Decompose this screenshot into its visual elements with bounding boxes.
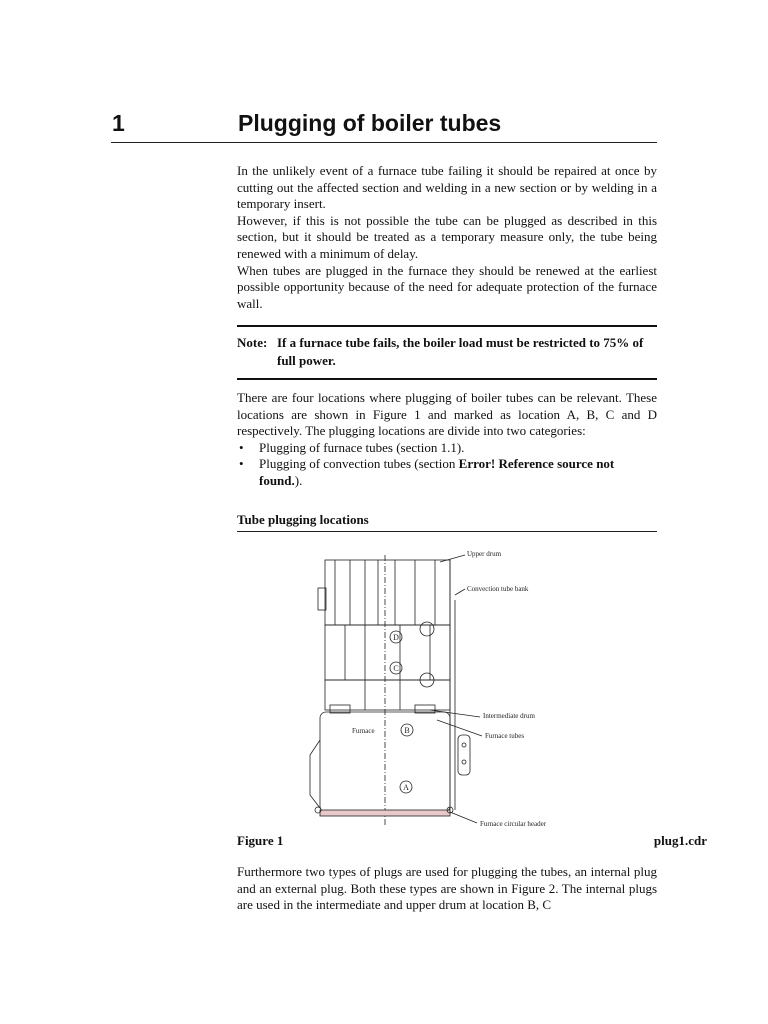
- upper-bank: [325, 560, 450, 625]
- reference-error-text: Error! Reference source not found.: [259, 456, 615, 488]
- intro-text: [237, 163, 657, 312]
- loc-a-label: A: [403, 783, 409, 792]
- intro-paragraph-2: However, if this is not possible the tube can be plugged as described in this section, but it should be treated as a temporary measure only, the tube being renewed with a minimum of delay.: [237, 212, 657, 261]
- intro-paragraph-3: When tubes are plugged in the furnace they should be renewed at the earliest possible opportunity because of the need for adequate protection of the furnace wall.: [237, 262, 657, 311]
- list-item: [237, 456, 657, 489]
- page-title: Plugging of boiler tubes: [238, 110, 502, 136]
- location-marker-b: [401, 724, 413, 736]
- closing-paragraph: Furthermore two types of plugs are used for plugging the tubes, an internal plug and an external plug. Both these types are shown in Figure 2. The internal plugs are used in the intermediate and upper drum at location B, C: [237, 864, 657, 913]
- category-list: [237, 440, 657, 490]
- figure-filename: plug1.cdr: [653, 833, 707, 848]
- closing-text: [237, 864, 657, 914]
- label-intermediate-drum: Intermediate drum: [483, 712, 535, 720]
- figure-caption: Figure 1: [237, 833, 284, 848]
- label-upper-drum: Upper drum: [467, 550, 502, 558]
- label-convection-tube-bank: Convection tube bank: [467, 585, 529, 593]
- location-marker-a: [400, 781, 412, 793]
- locations-text: [237, 390, 657, 490]
- header-divider: [111, 142, 657, 143]
- note-box: [237, 325, 657, 380]
- locations-paragraph: There are four locations where plugging of boiler tubes can be relevant. These locations are shown in Figure 1 and marked as location A, B, C and D respectively. The plugging locations are divide into two categories:: [237, 390, 657, 439]
- loc-c-label: C: [393, 664, 399, 673]
- section-heading: Tube plugging locations: [237, 512, 369, 527]
- loc-d-label: D: [393, 633, 399, 642]
- section-divider: [237, 531, 657, 532]
- lower-bank: [325, 680, 450, 710]
- loc-b-label: B: [404, 726, 410, 735]
- chapter-number: 1: [112, 110, 125, 136]
- bullet-convection-suffix: ).: [294, 472, 303, 488]
- middle-bank: [325, 625, 450, 680]
- intro-paragraph-1: In the unlikely event of a furnace tube failing it should be repaired at once by cutting out the affected section and welding in a new section or by welding in a temporary insert.: [237, 163, 657, 212]
- label-furnace-tubes: Furnace tubes: [485, 732, 525, 740]
- circular-header: [320, 810, 450, 816]
- label-furnace: Furnace: [352, 727, 375, 735]
- list-item: [237, 440, 657, 457]
- bullet-furnace-tubes: Plugging of furnace tubes (section 1.1).: [259, 439, 465, 455]
- note-label: Note:: [237, 335, 268, 350]
- note-text: If a furnace tube fails, the boiler load must be restricted to 75% of full power.: [277, 335, 644, 368]
- boiler-diagram: [300, 540, 560, 830]
- bullet-convection-prefix: Plugging of convection tubes (section: [259, 456, 459, 472]
- label-furnace-circular-header: Furnace circular header: [480, 820, 547, 828]
